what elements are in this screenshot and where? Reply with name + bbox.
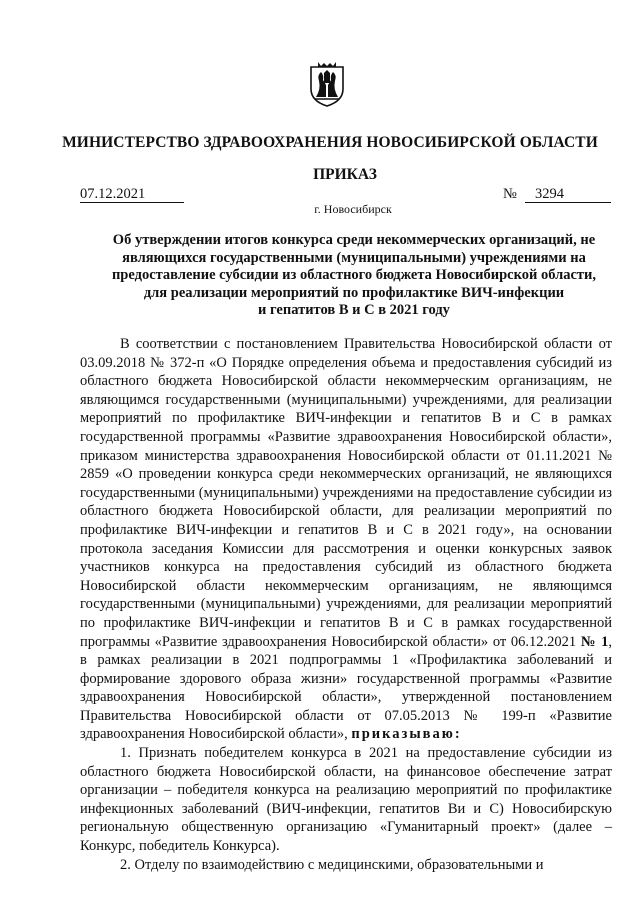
preamble-text-a: В соответствии с постановлением Правительства Новосибирской области от 03.09.2018 № 372-п «О Порядке определения объема и предоставления субсидий из областного бюджета Новосибирской области некоммерческим организациям, не являющимся государственными (муниципальными) учреждениями, для реализации мероприятий по профилактике ВИЧ-инфекции и гепатитов В и С в рамках государственной программы «Развитие здравоохранения Новосибирской области», приказом министерства здравоохранения Новосибирской области от 01.11.2021 № 2859 «О проведении конкурса среди некоммерческих организаций, не являющихся государственными (муниципальными) учреждениями на предоставление субсидии из областного бюджета Новосибирской области, для реализации мероприятий по профилактике ВИЧ-инфекции и гепатитов В и С в 2021 году», на основании протокола заседания Комиссии для рассмотрения и оценки конкурсных заявок участников конкурса на предоставления субсидий из областного бюджета Новосибирской области некоммерческим организациям, не являющимся государственными (муниципальными) учреждениями, для реализации мероприятий по профилактике ВИЧ-инфекции и гепатитов В и С в рамках государственной программы «Развитие здравоохранения Новосибирской области» от 06.12.2021 <box>80 336 612 650</box>
preamble-text-b: , в рамках реализации в 2021 подпрограммы 1 «Профилактика заболеваний и формирование здорового образа жизни» государственной программы «Развитие здравоохранения Новосибирской области», утвержденной постановлением Правительства Новосибирской области от 07.05.2013 № 199-п «Развитие здравоохранения Новосибирской области», <box>80 633 612 743</box>
protocol-number: № 1 <box>580 633 609 650</box>
ministry-name: МИНИСТЕРСТВО ЗДРАВООХРАНЕНИЯ НОВОСИБИРСКОЙ ОБЛАСТИ <box>62 134 598 151</box>
city-name: г. Новосибирск <box>314 202 392 216</box>
order-subject <box>98 232 610 320</box>
clause-2: 2. Отделу по взаимодействию с медицинскими, образовательными и <box>120 856 544 873</box>
subject-line: и гепатитов В и С в 2021 году <box>258 302 450 318</box>
document-number: 3294 <box>525 186 611 203</box>
number-sign: № <box>503 186 517 202</box>
coat-of-arms-emblem <box>309 61 345 107</box>
document-type: ПРИКАЗ <box>313 166 377 183</box>
subject-line: являющихся государственными (муниципальными) учреждениями на <box>122 249 586 266</box>
order-body <box>80 335 612 874</box>
subject-line: предоставление субсидии из областного бюджета Новосибирской области, <box>111 267 597 283</box>
order-word: приказываю: <box>351 726 462 743</box>
subject-line: для реализации мероприятий по профилактике ВИЧ-инфекции <box>143 284 565 301</box>
document-date: 07.12.2021 <box>80 186 184 203</box>
preamble-paragraph <box>80 335 612 744</box>
clause-1: 1. Признать победителем конкурса в 2021 на предоставление субсидии из областного бюджета Новосибирской области, на финансовое обеспечение затрат организации – победителя конкурса на реализацию мероприятий по профилактике инфекционных заболеваний (ВИЧ-инфекции, гепатитов Ви и С) Новосибирскую региональную общественную организацию «Гуманитарный проект» (далее – Конкурс, победитель Конкурса). <box>80 745 612 855</box>
subject-line: Об утверждении итогов конкурса среди некоммерческих организаций, не <box>112 232 596 248</box>
